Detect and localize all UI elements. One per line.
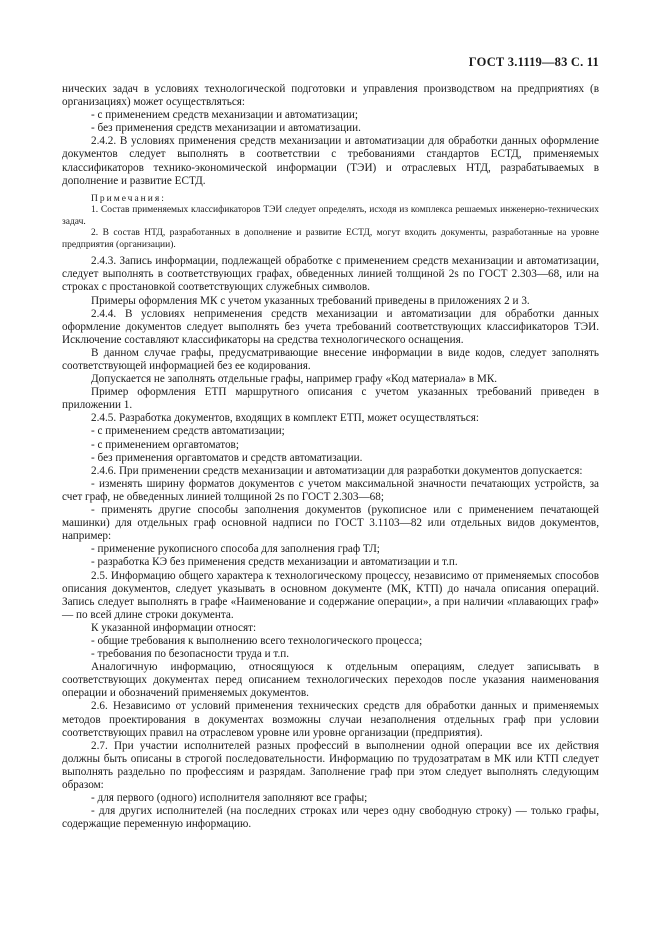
paragraph: Примеры оформления МК с учетом указанных требований приведены в приложениях 2 и 3. (91, 294, 530, 307)
paragraph: К указанной информации относят: (91, 621, 257, 634)
page-header: ГОСТ 3.1119—83 С. 11 (468, 55, 599, 69)
paragraph: 2.7. При участии исполнителей разных профессий в выполнении одной операции все их действия должны быть описаны в строгой последовательности. Информацию по трудозатратам в МК или КТП следует выполнять раздельно по профессиям и разрядам. Заполнение граф при этом следует выполнять следующим образом: (62, 739, 599, 791)
list-item: - с применением средств автоматизации; (91, 425, 285, 438)
paragraph: Пример оформления ЕТП маршрутного описания с учетом указанных требований приведен в приложении 1. (62, 386, 599, 412)
paragraph: 2.4.6. При применении средств механизации и автоматизации для разработки документов допускается: (91, 464, 583, 477)
document-body (62, 83, 599, 831)
list-item: - применять другие способы заполнения документов (рукописное или с применением печатающей машинки) для отдельных граф основной надписи по ГОСТ 3.1103—82 или отдельных видов документов, например: (62, 504, 599, 543)
paragraph: 2.4.4. В условиях неприменения средств механизации и автоматизации для обработки данных оформление документов следует выполнять без учета требований соответствующих классификаторов ТЭИ. Исключение составляют классификаторы на средства технологического оснащения. (62, 307, 599, 346)
paragraph: 2.4.3. Запись информации, подлежащей обработке с применением средств механизации и автоматизации, следует выполнять в соответствующих графах, обведенных линией толщиной 2s по ГОСТ 2.303—68, или на строках с простановкой соответствующих служебных символов. (62, 255, 599, 294)
notes-heading: Примечания: (91, 193, 166, 204)
paragraph: нических задач в условиях технологической подготовки и управления производством на предприятиях (в организациях) может осуществляться: (62, 83, 599, 109)
list-item: - общие требования к выполнению всего технологического процесса; (91, 634, 423, 647)
note-item: 2. В состав НТД, разработанных в дополнение и развитие ЕСТД, могут входить документы, разработанные на уровне предприятия (организации). (62, 228, 599, 250)
paragraph: 2.5. Информацию общего характера к технологическому процессу, независимо от применяемых способов описания документов, следует указывать в основном документе (МК, КТП) до начала описания операций. Запись следует выполнять в графе «Наименование и содержание операции», а при наличии «плавающих граф» — по всей длине строки документа. (62, 569, 599, 621)
paragraph: Допускается не заполнять отдельные графы, например графу «Код материала» в МК. (91, 373, 498, 386)
paragraph: В данном случае графы, предусматривающие внесение информации в виде кодов, следует заполнять соответствующей информацией без ее кодирования. (62, 346, 599, 372)
note-item: 1. Состав применяемых классификаторов ТЭИ следует определять, исходя из комплекса решаемых инженерно-технических задач. (62, 205, 599, 227)
list-item: - без применения средств механизации и автоматизации. (91, 122, 361, 135)
paragraph: 2.6. Независимо от условий применения технических средств для обработки данных и применяемых методов проектирования в документах возможны случаи незаполнения отдельных граф при условии соответствующих правил на отраслевом уровне или уровне организации (предприятия). (62, 700, 599, 739)
list-item: - без применения оргавтоматов и средств автоматизации. (91, 451, 363, 464)
notes-block (62, 194, 599, 252)
list-item: - изменять ширину форматов документов с учетом максимальной значности печатающих устройств, за счет граф, не обведенных линией толщиной 2s по ГОСТ 2.303—68; (62, 477, 599, 503)
paragraph: Аналогичную информацию, относящуюся к отдельным операциям, следует записывать в соответствующих документах перед описанием технологических переходов после указания наименования операции и обозначений применяемых документов. (62, 661, 599, 700)
list-item: - с применением оргавтоматов; (91, 438, 239, 451)
list-item: - разработка КЭ без применения средств механизации и автоматизации и т.п. (91, 556, 458, 569)
list-item: - для первого (одного) исполнителя заполняют все графы; (91, 792, 368, 805)
paragraph: 2.4.2. В условиях применения средств механизации и автоматизации для обработки данных оформление документов следует выполнять в соответствии с требованиями стандартов ЕСТД, применяемых классификаторов технико-экономической информации (ТЭИ) и отраслевых НТД, разрабатываемых в дополнение и развитие ЕСТД. (62, 135, 599, 187)
list-item: - требования по безопасности труда и т.п. (91, 648, 290, 661)
paragraph: 2.4.5. Разработка документов, входящих в комплект ЕТП, может осуществляться: (91, 412, 479, 425)
list-item: - с применением средств механизации и автоматизации; (91, 109, 358, 122)
list-item: - для других исполнителей (на последних строках или через одну свободную строку) — только графы, содержащие переменную информацию. (62, 805, 599, 831)
list-item: - применение рукописного способа для заполнения граф ТЛ; (91, 543, 380, 556)
